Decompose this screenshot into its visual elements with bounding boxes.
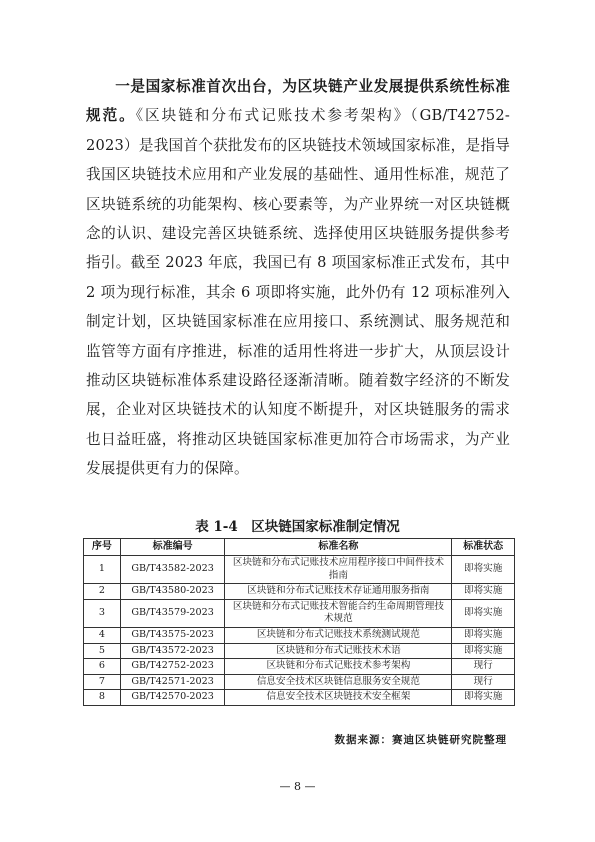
data-source-note: 数据来源：赛迪区块链研究院整理: [334, 734, 507, 746]
cell-name: 区块链和分布式记账技术术语: [225, 643, 452, 659]
table-row: [84, 584, 515, 600]
cell-code: GB/T43579-2023: [120, 599, 225, 627]
cell-no: 2: [84, 584, 121, 600]
cell-no: 8: [84, 690, 121, 706]
cell-code: GB/T43575-2023: [120, 627, 225, 643]
cell-name: 区块链和分布式记账技术应用程序接口中间件技术指南: [225, 556, 452, 584]
cell-no: 6: [84, 659, 121, 675]
cell-status: 即将实施: [452, 690, 515, 706]
standards-table: [83, 538, 515, 706]
header-no: 序号: [84, 539, 121, 556]
cell-status: 即将实施: [452, 599, 515, 627]
cell-code: GB/T43582-2023: [120, 556, 225, 584]
header-code: 标准编号: [120, 539, 225, 556]
paragraph-text: 《区块链和分布式记账技术参考架构》（GB/T42752-2023）是我国首个获批发布的区块链技术领域国家标准，是指导我国区块链技术应用和产业发展的基础性、通用性标准，规范了区块链系统的功能架构、核心要素等，为产业界统一对区块链概念的认识、建设完善区块链系统、选择使用区块链服务提供参考指引。截至 2023 年底，我国已有 8 项国家标准正式发布，其中 2 项为现行标准，其余 6 项即将实施，此外仍有 12 项标准列入制定计划，区块链国家标准在应用接口、系统测试、服务规范和监管等方面有序推进，标准的适用性将进一步扩大，从顶层设计推动区块链标准体系建设路径逐渐清晰。随着数字经济的不断发展，企业对区块链技术的认知度不断提升，对区块链服务的需求也日益旺盛，将推动区块链国家标准更加符合市场需求，为产业发展提供更有力的保障。: [86, 107, 510, 478]
cell-status: 即将实施: [452, 627, 515, 643]
table-row: [84, 659, 515, 675]
header-status: 标准状态: [452, 539, 515, 556]
cell-status: 即将实施: [452, 584, 515, 600]
table-header-row: [84, 539, 515, 556]
cell-name: 区块链和分布式记账技术存证通用服务指南: [225, 584, 452, 600]
cell-status: 即将实施: [452, 556, 515, 584]
table-caption: 表 1-4 区块链国家标准制定情况: [195, 519, 400, 535]
cell-name: 信息安全技术区块链技术安全框架: [225, 690, 452, 706]
page-number: — 8 —: [279, 780, 316, 793]
cell-name: 区块链和分布式记账技术参考架构: [225, 659, 452, 675]
header-name: 标准名称: [225, 539, 452, 556]
table-row: [84, 627, 515, 643]
cell-no: 7: [84, 674, 121, 690]
cell-status: 现行: [452, 674, 515, 690]
cell-code: GB/T43580-2023: [120, 584, 225, 600]
cell-code: GB/T42570-2023: [120, 690, 225, 706]
cell-name: 区块链和分布式记账技术智能合约生命周期管理技术规范: [225, 599, 452, 627]
table-row: [84, 643, 515, 659]
cell-name: 区块链和分布式记账技术系统测试规范: [225, 627, 452, 643]
cell-no: 4: [84, 627, 121, 643]
cell-code: GB/T42571-2023: [120, 674, 225, 690]
table-row: [84, 556, 515, 584]
table-row: [84, 599, 515, 627]
cell-code: GB/T43572-2023: [120, 643, 225, 659]
cell-no: 3: [84, 599, 121, 627]
cell-no: 5: [84, 643, 121, 659]
cell-code: GB/T42752-2023: [120, 659, 225, 675]
table-row: [84, 674, 515, 690]
cell-no: 1: [84, 556, 121, 584]
paragraph-lead-bold: 一是国家标准首次出台，为区块链产业发展提供系统性标准规范。: [86, 78, 510, 125]
body-paragraph: [86, 72, 510, 484]
cell-status: 现行: [452, 659, 515, 675]
cell-name: 信息安全技术区块链信息服务安全规范: [225, 674, 452, 690]
cell-status: 即将实施: [452, 643, 515, 659]
table-row: [84, 690, 515, 706]
